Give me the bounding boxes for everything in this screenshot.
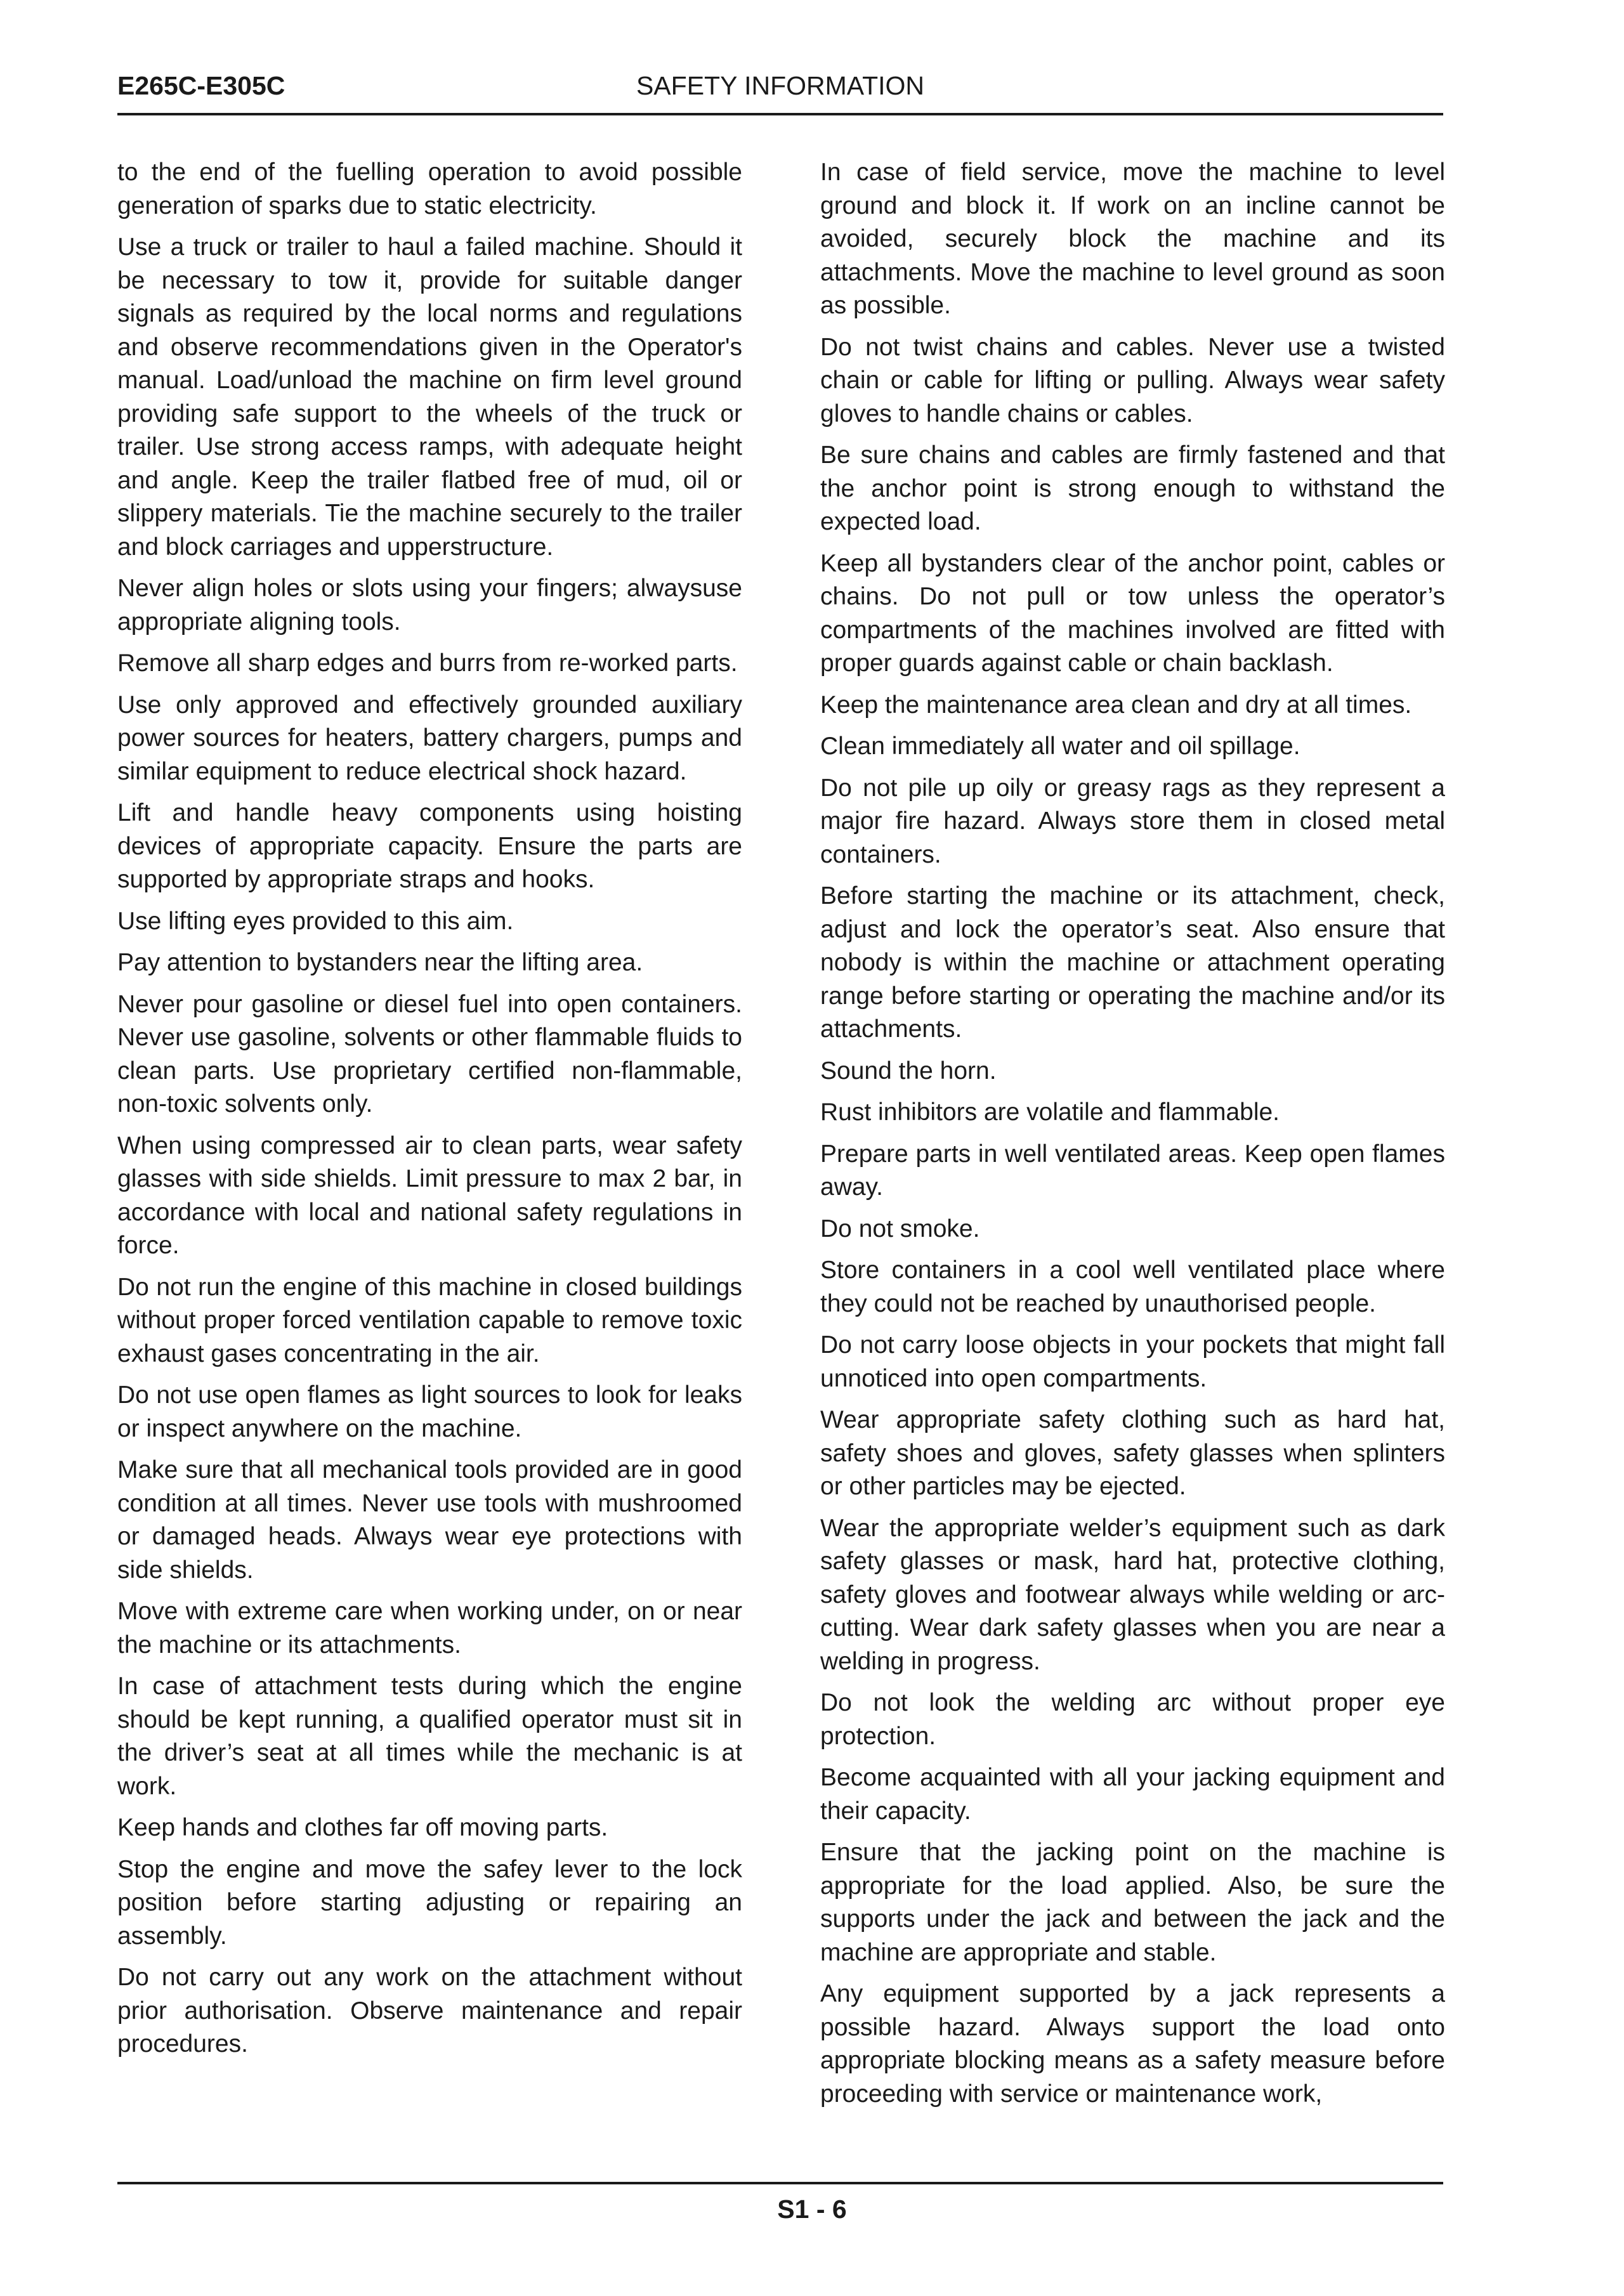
paragraph: Keep hands and clothes far off moving parts. [117, 1814, 608, 1841]
paragraph: Never pour gasoline or diesel fuel into open containers. Never use gasoline, solvents or other flammable fluids to clean parts. Use proprietary certified non-flammable, non-toxic solvents only. [117, 990, 742, 1118]
section-title: SAFETY INFORMATION [636, 71, 925, 100]
paragraph: Do not carry loose objects in your pockets that might fall unnoticed into open compartments. [820, 1331, 1445, 1392]
right-column [820, 156, 1445, 2119]
paragraph: In case of attachment tests during which the engine should be kept running, a qualified operator must sit in the driver’s seat at all times while the mechanic is at work. [117, 1673, 742, 1800]
paragraph: In case of field service, move the machine to level ground and block it. If work on an incline cannot be avoided, securely block the machine and its attachments. Move the machine to level ground as soon as possible. [820, 159, 1445, 319]
paragraph: Wear the appropriate welder’s equipment such as dark safety glasses or mask, hard hat, protective clothing, safety gloves and footwear always while welding or arc-cutting. Wear dark safety glasses when you are near a welding in progress. [820, 1514, 1445, 1675]
paragraph: Do not run the engine of this machine in closed buildings without proper forced ventilation capable to remove toxic exhaust gases concentrating in the air. [117, 1273, 742, 1367]
paragraph: Do not use open flames as light sources to look for leaks or inspect anywhere on the machine. [117, 1381, 742, 1442]
paragraph: Remove all sharp edges and burrs from re-worked parts. [117, 649, 738, 677]
left-column [117, 156, 742, 2070]
page-header [117, 70, 1443, 101]
paragraph: Before starting the machine or its attachment, check, adjust and lock the operator’s seat. Also ensure that nobody is within the machine or attachment operating range before starting or operating the machine and/or its attachments. [820, 882, 1445, 1043]
model-number: E265C-E305C [117, 71, 285, 100]
paragraph: Any equipment supported by a jack represents a possible hazard. Always support the load onto appropriate blocking means as a safety measure before proceeding with service or maintenance work, [820, 1980, 1445, 2108]
paragraph: Rust inhibitors are volatile and flammable. [820, 1099, 1280, 1126]
paragraph: Use a truck or trailer to haul a failed machine. Should it be necessary to tow it, provide for suitable danger signals as required by the local norms and regulations and observe recommendations given in the Operator's manual. Load/unload the machine on firm level ground providing safe support to the wheels of the truck or trailer. Use strong access ramps, with adequate height and angle. Keep the trailer flatbed free of mud, oil or slippery materials. Tie the machine securely to the trailer and block carriages and upperstructure. [117, 233, 742, 561]
paragraph: Keep all bystanders clear of the anchor point, cables or chains. Do not pull or tow unless the operator’s compartments of the machines involved are fitted with proper guards against cable or chain backlash. [820, 549, 1445, 677]
paragraph: Make sure that all mechanical tools provided are in good condition at all times. Never use tools with mushroomed or damaged heads. Always wear eye protections with side shields. [117, 1456, 742, 1584]
paragraph: to the end of the fuelling operation to avoid possible generation of sparks due to static electricity. [117, 159, 742, 219]
paragraph: Keep the maintenance area clean and dry at all times. [820, 691, 1412, 719]
paragraph: Do not look the welding arc without proper eye protection. [820, 1689, 1445, 1750]
paragraph: Do not smoke. [820, 1215, 980, 1243]
paragraph: Wear appropriate safety clothing such as hard hat, safety shoes and gloves, safety glasses when splinters or other particles may be ejected. [820, 1406, 1445, 1500]
paragraph: Lift and handle heavy components using hoisting devices of appropriate capacity. Ensure the parts are supported by appropriate straps and hooks. [117, 799, 742, 893]
paragraph: Prepare parts in well ventilated areas. Keep open flames away. [820, 1140, 1445, 1201]
paragraph: Never align holes or slots using your fingers; alwaysuse appropriate aligning tools. [117, 575, 742, 636]
paragraph: Store containers in a cool well ventilated place where they could not be reached by unauthorised people. [820, 1256, 1445, 1317]
paragraph: Do not pile up oily or greasy rags as they represent a major fire hazard. Always store them in closed metal containers. [820, 774, 1445, 868]
paragraph: Move with extreme care when working under, on or near the machine or its attachments. [117, 1598, 742, 1659]
page-number: S1 - 6 [777, 2195, 847, 2224]
paragraph: Do not twist chains and cables. Never use a twisted chain or cable for lifting or pulling. Always wear safety gloves to handle chains or cables. [820, 333, 1445, 427]
footer-divider [117, 2182, 1443, 2184]
paragraph: Pay attention to bystanders near the lifting area. [117, 949, 643, 976]
paragraph: When using compressed air to clean parts, wear safety glasses with side shields. Limit pressure to max 2 bar, in accordance with local and national safety regulations in force. [117, 1132, 742, 1259]
paragraph: Become acquainted with all your jacking equipment and their capacity. [820, 1764, 1445, 1825]
paragraph: Use lifting eyes provided to this aim. [117, 907, 514, 935]
paragraph: Do not carry out any work on the attachment without prior authorisation. Observe maintenance and repair procedures. [117, 1964, 742, 2058]
header-divider [117, 113, 1443, 115]
paragraph: Be sure chains and cables are firmly fastened and that the anchor point is strong enough to withstand the expected load. [820, 441, 1445, 535]
paragraph: Stop the engine and move the safey lever to the lock position before starting adjusting or repairing an assembly. [117, 1855, 742, 1950]
paragraph: Ensure that the jacking point on the machine is appropriate for the load applied. Also, be sure the supports under the jack and between the jack and the machine are appropriate and stable. [820, 1839, 1445, 1966]
paragraph: Use only approved and effectively grounded auxiliary power sources for heaters, battery chargers, pumps and similar equipment to reduce electrical shock hazard. [117, 691, 742, 785]
paragraph: Sound the horn. [820, 1057, 997, 1085]
paragraph: Clean immediately all water and oil spillage. [820, 733, 1300, 760]
